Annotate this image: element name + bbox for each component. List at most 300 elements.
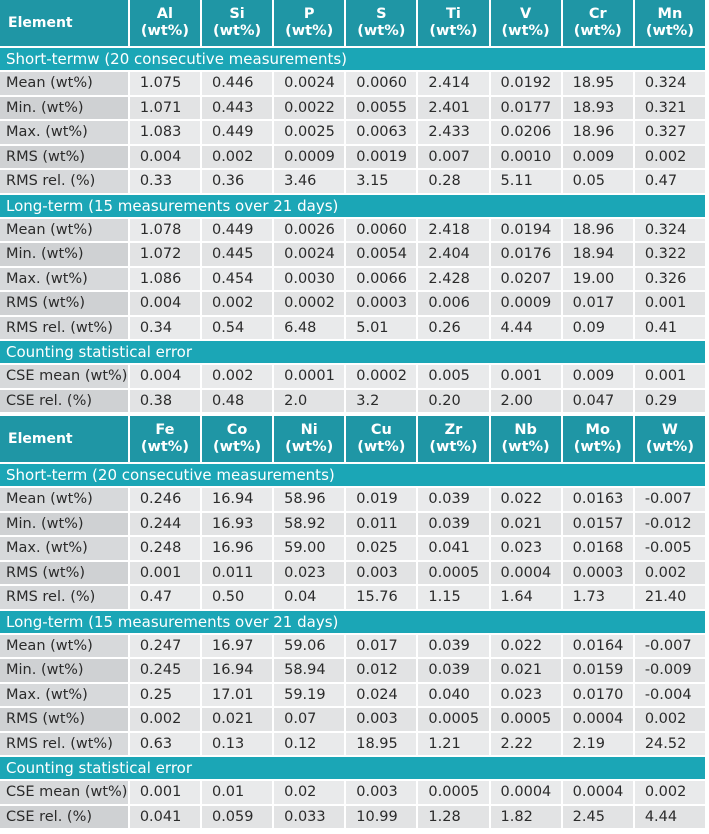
row-label: CSE rel. (%) — [0, 390, 128, 415]
header-mo — [563, 416, 633, 464]
header-unit: (wt%) — [573, 439, 622, 455]
value-cell: 0.002 — [202, 292, 272, 317]
value-cell: 16.97 — [202, 635, 272, 660]
value-cell: 5.01 — [346, 317, 416, 342]
value-cell: 0.47 — [635, 170, 705, 195]
header-mn — [635, 0, 705, 48]
header-al — [130, 0, 200, 48]
table-row — [0, 292, 705, 317]
table-row — [0, 684, 705, 709]
row-label: RMS rel. (%) — [0, 170, 128, 195]
value-cell: 0.002 — [635, 146, 705, 171]
value-cell: 0.0063 — [346, 121, 416, 146]
value-cell: 0.26 — [418, 317, 488, 342]
header-unit: (wt%) — [212, 23, 262, 39]
header-symbol: Fe — [155, 422, 175, 438]
value-cell: 0.322 — [635, 243, 705, 268]
value-cell: 0.41 — [635, 317, 705, 342]
value-cell: 59.06 — [274, 635, 344, 660]
value-cell: 0.54 — [202, 317, 272, 342]
value-cell: 0.022 — [491, 488, 561, 513]
value-cell: 0.244 — [130, 513, 200, 538]
value-cell: 0.0170 — [563, 684, 633, 709]
value-cell: 0.041 — [418, 537, 488, 562]
value-cell: 0.0005 — [418, 781, 488, 806]
header-symbol: Ti — [446, 6, 461, 22]
value-cell: 1.64 — [491, 586, 561, 611]
header-element-label: Element — [0, 0, 128, 48]
header-symbol: P — [303, 6, 315, 22]
header-symbol: Zr — [444, 422, 463, 438]
value-cell: 59.19 — [274, 684, 344, 709]
value-cell: 4.44 — [491, 317, 561, 342]
table-row — [0, 219, 705, 244]
value-cell: 0.0010 — [491, 146, 561, 171]
value-cell: 3.2 — [346, 390, 416, 415]
value-cell: -0.012 — [635, 513, 705, 538]
value-cell: 0.017 — [346, 635, 416, 660]
value-cell: 0.004 — [130, 292, 200, 317]
value-cell: 0.0005 — [418, 562, 488, 587]
section-header-row — [0, 611, 705, 635]
row-label: RMS rel. (wt%) — [0, 317, 128, 342]
table-row — [0, 243, 705, 268]
value-cell: 4.44 — [635, 806, 705, 831]
value-cell: 1.086 — [130, 268, 200, 293]
header-symbol: Al — [156, 6, 173, 22]
value-cell: 0.327 — [635, 121, 705, 146]
section-title: Counting statistical error — [0, 757, 705, 781]
value-cell: 58.94 — [274, 659, 344, 684]
value-cell: 0.059 — [202, 806, 272, 831]
value-cell: 0.001 — [130, 562, 200, 587]
row-label: CSE mean (wt%) — [0, 781, 128, 806]
value-cell: 0.019 — [346, 488, 416, 513]
value-cell: 0.05 — [563, 170, 633, 195]
header-v — [491, 0, 561, 48]
header-element-label: Element — [0, 416, 128, 464]
header-symbol: Mo — [585, 422, 610, 438]
header-row — [0, 0, 705, 48]
value-cell: 0.326 — [635, 268, 705, 293]
value-cell: 2.404 — [418, 243, 488, 268]
table-row — [0, 586, 705, 611]
value-cell: 0.006 — [418, 292, 488, 317]
header-symbol: V — [519, 6, 532, 22]
header-symbol: W — [661, 422, 678, 438]
value-cell: 0.0003 — [346, 292, 416, 317]
header-unit: (wt%) — [645, 23, 694, 39]
value-cell: 18.96 — [563, 121, 633, 146]
value-cell: 0.002 — [635, 781, 705, 806]
value-cell: 58.92 — [274, 513, 344, 538]
row-label: RMS (wt%) — [0, 708, 128, 733]
value-cell: 0.0004 — [491, 562, 561, 587]
value-cell: 0.0060 — [346, 72, 416, 97]
value-cell: 0.28 — [418, 170, 488, 195]
value-cell: 0.002 — [635, 562, 705, 587]
value-cell: 0.011 — [346, 513, 416, 538]
value-cell: 1.075 — [130, 72, 200, 97]
value-cell: 3.46 — [274, 170, 344, 195]
value-cell: 0.0005 — [418, 708, 488, 733]
value-cell: 1.078 — [130, 219, 200, 244]
value-cell: 0.0176 — [491, 243, 561, 268]
value-cell: 0.0207 — [491, 268, 561, 293]
value-cell: 16.94 — [202, 659, 272, 684]
header-unit: (wt%) — [357, 439, 406, 455]
value-cell: 2.418 — [418, 219, 488, 244]
header-symbol: Cr — [588, 6, 607, 22]
value-cell: 0.0177 — [491, 97, 561, 122]
value-cell: 2.0 — [274, 390, 344, 415]
value-cell: 0.0054 — [346, 243, 416, 268]
row-label: CSE rel. (%) — [0, 806, 128, 831]
value-cell: 0.003 — [346, 781, 416, 806]
value-cell: 0.445 — [202, 243, 272, 268]
section-title: Short-termw (20 consecutive measurements) — [0, 48, 705, 72]
value-cell: 0.247 — [130, 635, 200, 660]
value-cell: 18.96 — [563, 219, 633, 244]
header-ni — [274, 416, 344, 464]
header-co — [202, 416, 272, 464]
value-cell: 0.047 — [563, 390, 633, 415]
value-cell: 0.0002 — [346, 365, 416, 390]
value-cell: 0.454 — [202, 268, 272, 293]
value-cell: 0.0004 — [563, 781, 633, 806]
value-cell: 0.0159 — [563, 659, 633, 684]
value-cell: 0.47 — [130, 586, 200, 611]
table-row — [0, 317, 705, 342]
value-cell: 0.003 — [346, 708, 416, 733]
table-row — [0, 513, 705, 538]
value-cell: 0.004 — [130, 365, 200, 390]
value-cell: 2.00 — [491, 390, 561, 415]
value-cell: 0.12 — [274, 733, 344, 758]
section-title: Counting statistical error — [0, 341, 705, 365]
table-row — [0, 733, 705, 758]
value-cell: 0.34 — [130, 317, 200, 342]
row-label: RMS rel. (%) — [0, 586, 128, 611]
header-si — [202, 0, 272, 48]
value-cell: 0.04 — [274, 586, 344, 611]
section-header-row — [0, 464, 705, 488]
value-cell: 0.021 — [491, 659, 561, 684]
table-row — [0, 708, 705, 733]
value-cell: 0.0004 — [491, 781, 561, 806]
header-ti — [418, 0, 488, 48]
value-cell: 1.28 — [418, 806, 488, 831]
value-cell: 0.007 — [418, 146, 488, 171]
value-cell: 0.446 — [202, 72, 272, 97]
header-cu — [346, 416, 416, 464]
value-cell: 0.0168 — [563, 537, 633, 562]
row-label: Max. (wt%) — [0, 684, 128, 709]
value-cell: 0.002 — [130, 708, 200, 733]
value-cell: 2.433 — [418, 121, 488, 146]
row-label: RMS (wt%) — [0, 562, 128, 587]
value-cell: 1.73 — [563, 586, 633, 611]
value-cell: 0.246 — [130, 488, 200, 513]
header-p — [274, 0, 344, 48]
row-label: Mean (wt%) — [0, 635, 128, 660]
table-row — [0, 268, 705, 293]
value-cell: 0.017 — [563, 292, 633, 317]
header-zr — [418, 416, 488, 464]
value-cell: 18.93 — [563, 97, 633, 122]
value-cell: 0.0030 — [274, 268, 344, 293]
section-title: Long-term (15 measurements over 21 days) — [0, 195, 705, 219]
value-cell: 0.001 — [130, 781, 200, 806]
header-fe — [130, 416, 200, 464]
row-label: Max. (wt%) — [0, 537, 128, 562]
value-cell: 0.0157 — [563, 513, 633, 538]
row-label: Min. (wt%) — [0, 243, 128, 268]
value-cell: -0.007 — [635, 488, 705, 513]
value-cell: 0.001 — [635, 365, 705, 390]
section-title: Short-term (20 consecutive measurements) — [0, 464, 705, 488]
value-cell: 0.36 — [202, 170, 272, 195]
value-cell: 1.15 — [418, 586, 488, 611]
value-cell: 0.248 — [130, 537, 200, 562]
header-unit: (wt%) — [212, 439, 262, 455]
header-unit: (wt%) — [429, 439, 478, 455]
value-cell: 6.48 — [274, 317, 344, 342]
value-cell: 0.0024 — [274, 72, 344, 97]
element-table-2 — [0, 416, 707, 830]
header-unit: (wt%) — [285, 23, 334, 39]
row-label: Min. (wt%) — [0, 659, 128, 684]
value-cell: 0.021 — [202, 708, 272, 733]
value-cell: -0.004 — [635, 684, 705, 709]
header-unit: (wt%) — [645, 439, 694, 455]
value-cell: 0.443 — [202, 97, 272, 122]
element-table-1 — [0, 0, 707, 414]
value-cell: 2.19 — [563, 733, 633, 758]
table-row — [0, 121, 705, 146]
row-label: Min. (wt%) — [0, 513, 128, 538]
value-cell: 0.041 — [130, 806, 200, 831]
value-cell: 0.449 — [202, 219, 272, 244]
value-cell: 0.324 — [635, 72, 705, 97]
value-cell: 0.38 — [130, 390, 200, 415]
value-cell: -0.007 — [635, 635, 705, 660]
value-cell: 0.0060 — [346, 219, 416, 244]
header-symbol: Nb — [514, 422, 537, 438]
value-cell: 0.0055 — [346, 97, 416, 122]
value-cell: 0.0024 — [274, 243, 344, 268]
row-label: Mean (wt%) — [0, 72, 128, 97]
value-cell: 0.004 — [130, 146, 200, 171]
section-header-row — [0, 341, 705, 365]
value-cell: 0.005 — [418, 365, 488, 390]
value-cell: 0.02 — [274, 781, 344, 806]
header-symbol: Si — [229, 6, 245, 22]
value-cell: 0.0026 — [274, 219, 344, 244]
value-cell: 16.94 — [202, 488, 272, 513]
value-cell: 2.401 — [418, 97, 488, 122]
value-cell: 0.002 — [202, 146, 272, 171]
value-cell: 0.023 — [491, 537, 561, 562]
value-cell: 0.0019 — [346, 146, 416, 171]
table-row — [0, 488, 705, 513]
table-row — [0, 806, 705, 831]
header-unit: (wt%) — [285, 439, 334, 455]
table-row — [0, 635, 705, 660]
value-cell: 1.083 — [130, 121, 200, 146]
value-cell: 0.011 — [202, 562, 272, 587]
header-symbol: Mn — [657, 6, 683, 22]
value-cell: 0.0003 — [563, 562, 633, 587]
value-cell: 0.0001 — [274, 365, 344, 390]
table-row — [0, 365, 705, 390]
row-label: RMS (wt%) — [0, 292, 128, 317]
value-cell: 2.414 — [418, 72, 488, 97]
value-cell: 0.09 — [563, 317, 633, 342]
section-header-row — [0, 48, 705, 72]
value-cell: 16.96 — [202, 537, 272, 562]
value-cell: 0.009 — [563, 365, 633, 390]
value-cell: 59.00 — [274, 537, 344, 562]
value-cell: 0.039 — [418, 635, 488, 660]
value-cell: 0.001 — [635, 292, 705, 317]
value-cell: 2.428 — [418, 268, 488, 293]
value-cell: 0.63 — [130, 733, 200, 758]
header-unit: (wt%) — [573, 23, 622, 39]
value-cell: 0.0009 — [274, 146, 344, 171]
value-cell: -0.005 — [635, 537, 705, 562]
row-label: Mean (wt%) — [0, 488, 128, 513]
value-cell: 0.0004 — [563, 708, 633, 733]
value-cell: 0.0025 — [274, 121, 344, 146]
header-s — [346, 0, 416, 48]
value-cell: 0.021 — [491, 513, 561, 538]
header-cr — [563, 0, 633, 48]
value-cell: 58.96 — [274, 488, 344, 513]
value-cell: 0.48 — [202, 390, 272, 415]
table-row — [0, 781, 705, 806]
value-cell: 0.023 — [274, 562, 344, 587]
value-cell: 0.033 — [274, 806, 344, 831]
row-label: RMS rel. (wt%) — [0, 733, 128, 758]
table-row — [0, 146, 705, 171]
header-symbol: Ni — [300, 422, 318, 438]
value-cell: -0.009 — [635, 659, 705, 684]
table-row — [0, 72, 705, 97]
value-cell: 0.245 — [130, 659, 200, 684]
header-nb — [491, 416, 561, 464]
value-cell: 0.449 — [202, 121, 272, 146]
value-cell: 0.025 — [346, 537, 416, 562]
table-row — [0, 562, 705, 587]
value-cell: 0.50 — [202, 586, 272, 611]
value-cell: 0.0009 — [491, 292, 561, 317]
value-cell: 5.11 — [491, 170, 561, 195]
value-cell: 0.0022 — [274, 97, 344, 122]
value-cell: 0.0002 — [274, 292, 344, 317]
value-cell: 0.0194 — [491, 219, 561, 244]
value-cell: 0.002 — [202, 365, 272, 390]
header-row — [0, 416, 705, 464]
row-label: Max. (wt%) — [0, 268, 128, 293]
value-cell: 0.022 — [491, 635, 561, 660]
value-cell: 0.33 — [130, 170, 200, 195]
value-cell: 0.039 — [418, 513, 488, 538]
value-cell: 0.25 — [130, 684, 200, 709]
value-cell: 0.0066 — [346, 268, 416, 293]
value-cell: 0.003 — [346, 562, 416, 587]
value-cell: 10.99 — [346, 806, 416, 831]
value-cell: 17.01 — [202, 684, 272, 709]
value-cell: 0.07 — [274, 708, 344, 733]
value-cell: 0.023 — [491, 684, 561, 709]
value-cell: 0.012 — [346, 659, 416, 684]
value-cell: 0.0163 — [563, 488, 633, 513]
header-unit: (wt%) — [501, 439, 550, 455]
table-row — [0, 170, 705, 195]
row-label: CSE mean (wt%) — [0, 365, 128, 390]
value-cell: 0.002 — [635, 708, 705, 733]
value-cell: 3.15 — [346, 170, 416, 195]
value-cell: 21.40 — [635, 586, 705, 611]
value-cell: 19.00 — [563, 268, 633, 293]
header-w — [635, 416, 705, 464]
value-cell: 0.0164 — [563, 635, 633, 660]
value-cell: 0.024 — [346, 684, 416, 709]
value-cell: 16.93 — [202, 513, 272, 538]
value-cell: 1.82 — [491, 806, 561, 831]
table-row — [0, 97, 705, 122]
value-cell: 18.95 — [563, 72, 633, 97]
section-header-row — [0, 757, 705, 781]
table-row — [0, 390, 705, 415]
value-cell: 2.22 — [491, 733, 561, 758]
row-label: Max. (wt%) — [0, 121, 128, 146]
value-cell: 0.0192 — [491, 72, 561, 97]
value-cell: 0.039 — [418, 659, 488, 684]
header-unit: (wt%) — [501, 23, 550, 39]
header-unit: (wt%) — [140, 23, 189, 39]
value-cell: 0.039 — [418, 488, 488, 513]
value-cell: 18.95 — [346, 733, 416, 758]
section-title: Long-term (15 measurements over 21 days) — [0, 611, 705, 635]
value-cell: 0.009 — [563, 146, 633, 171]
row-label: Mean (wt%) — [0, 219, 128, 244]
header-symbol: Co — [226, 422, 248, 438]
header-unit: (wt%) — [429, 23, 478, 39]
value-cell: 1.072 — [130, 243, 200, 268]
value-cell: 0.0005 — [491, 708, 561, 733]
value-cell: 0.040 — [418, 684, 488, 709]
table-row — [0, 659, 705, 684]
value-cell: 0.321 — [635, 97, 705, 122]
value-cell: 0.01 — [202, 781, 272, 806]
row-label: RMS (wt%) — [0, 146, 128, 171]
header-unit: (wt%) — [140, 439, 189, 455]
header-symbol: Cu — [370, 422, 392, 438]
header-symbol: S — [376, 6, 387, 22]
value-cell: 18.94 — [563, 243, 633, 268]
value-cell: 0.324 — [635, 219, 705, 244]
value-cell: 15.76 — [346, 586, 416, 611]
row-label: Min. (wt%) — [0, 97, 128, 122]
value-cell: 1.071 — [130, 97, 200, 122]
value-cell: 24.52 — [635, 733, 705, 758]
table-row — [0, 537, 705, 562]
header-unit: (wt%) — [357, 23, 406, 39]
value-cell: 0.20 — [418, 390, 488, 415]
value-cell: 0.29 — [635, 390, 705, 415]
